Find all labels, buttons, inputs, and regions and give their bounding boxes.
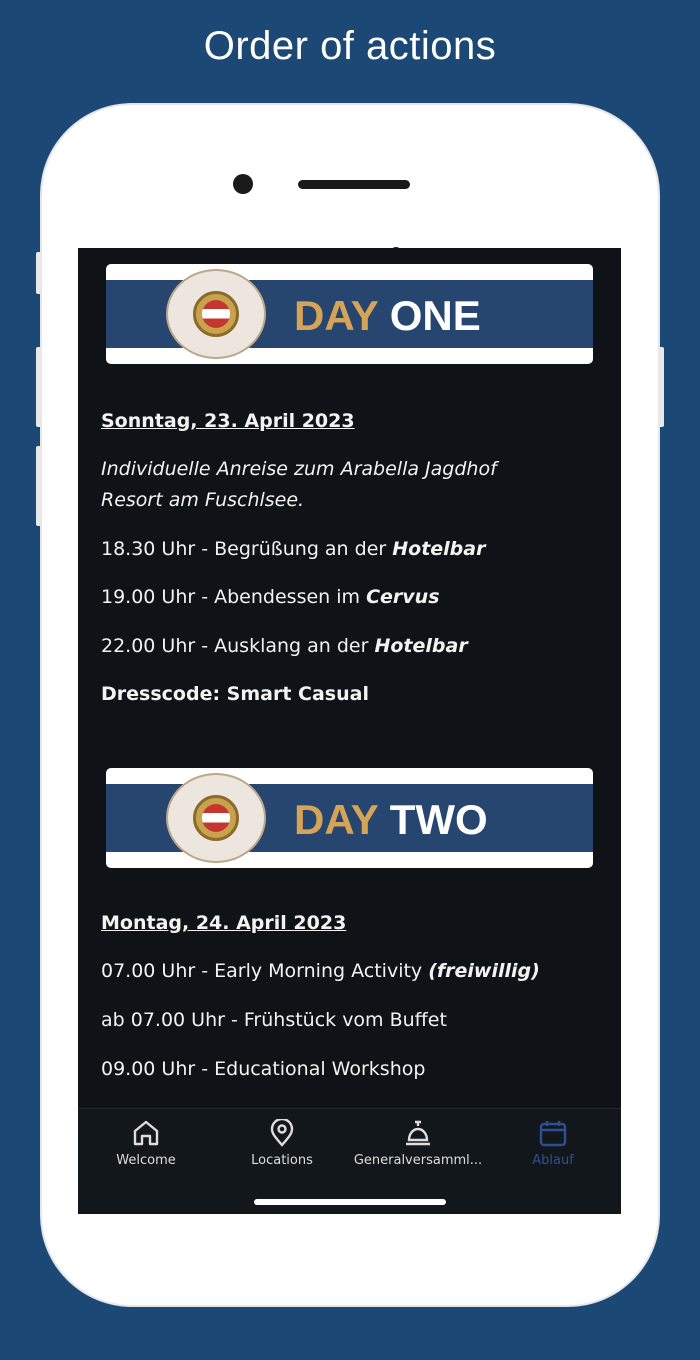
tab-label: Welcome [116,1153,176,1168]
map-pin-icon [267,1119,297,1147]
schedule-item: 09.00 Uhr - Educational Workshop [101,1058,426,1080]
tab-label: Ablauf [532,1153,574,1168]
day-one-date: Sonntag, 23. April 2023 [101,410,355,432]
page-title: Order of actions [203,24,497,68]
speaker-grille [298,180,410,189]
banner-number-word: TWO [389,796,488,843]
day-one-banner [106,264,593,364]
tab-locations[interactable] [214,1119,350,1168]
calendar-icon [538,1119,568,1147]
schedule-item: 07.00 Uhr - Early Morning Activity (freiwillig) [101,960,540,982]
tab-label: Locations [251,1153,313,1168]
banner-number-word: ONE [389,292,481,339]
day-one-intro: Individuelle Anreise zum Arabella Jagdhof Resort am Fuschlsee. [101,458,497,511]
banner-day-word: DAY [294,292,379,339]
schedule-item: 22.00 Uhr - Ausklang an der Hotelbar [101,635,468,657]
dresscode: Dresscode: Smart Casual [101,683,369,705]
tab-generalversammlung[interactable] [350,1119,486,1168]
day-two-banner [106,768,593,868]
home-icon [131,1119,161,1147]
banner-day-word: DAY [294,796,379,843]
app-screen [78,248,621,1214]
tab-welcome[interactable] [78,1119,214,1168]
schedule-item: ab 07.00 Uhr - Frühstück vom Buffet [101,1009,447,1031]
power-button [658,347,664,427]
volume-up-button [36,347,42,427]
congress-seal-logo [166,269,266,359]
home-indicator[interactable] [254,1199,446,1205]
bottom-tab-bar [78,1108,621,1214]
volume-down-button [36,446,42,526]
schedule-item: 19.00 Uhr - Abendessen im Cervus [101,586,440,608]
mute-switch [36,252,42,294]
front-camera [233,174,253,194]
congress-seal-logo [166,773,266,863]
tab-label: Generalversamml... [353,1153,483,1168]
tab-ablauf[interactable] [485,1119,621,1168]
schedule-item: 18.30 Uhr - Begrüßung an der Hotelbar [101,538,486,560]
day-two-date: Montag, 24. April 2023 [101,912,347,934]
bell-icon [403,1119,433,1147]
